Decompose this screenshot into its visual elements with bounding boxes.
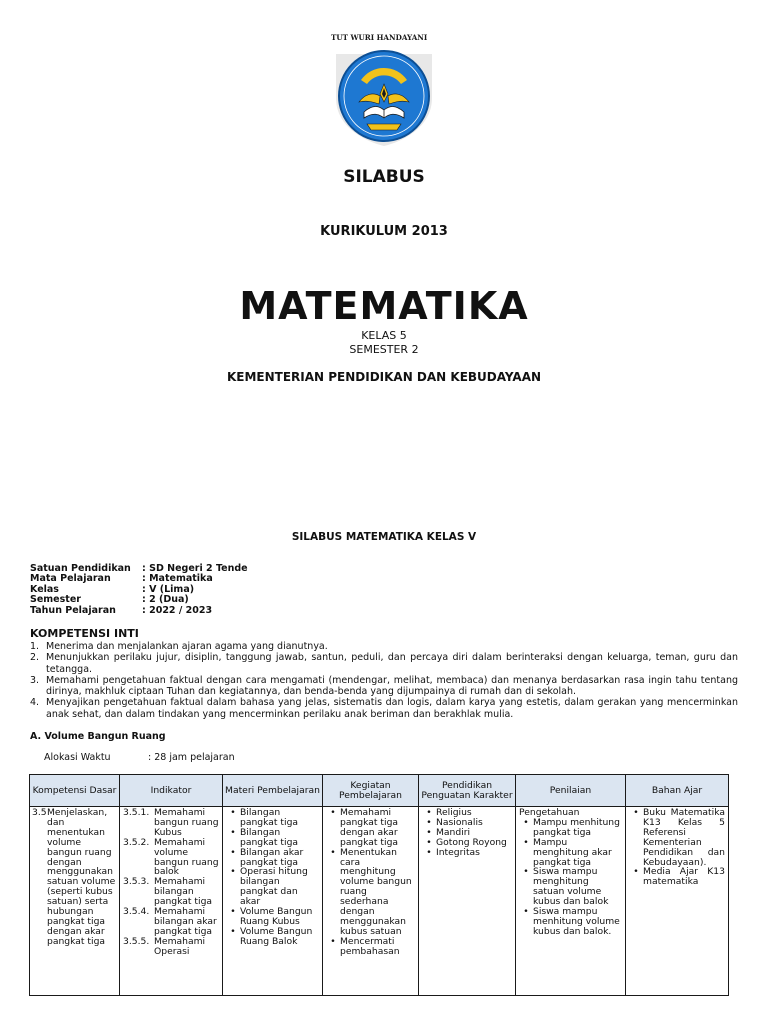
column-header: Bahan Ajar [626,775,729,807]
cover-ministry: KEMENTERIAN PENDIDIKAN DAN KEBUDAYAAN [226,370,542,384]
time-allocation-value: : 28 jam pelajaran [148,752,235,763]
bullet-icon: • [426,816,432,828]
list-item [226,808,319,828]
list-item [123,937,219,957]
bullet-icon: • [230,807,236,818]
time-allocation-label: Alokasi Waktu [44,752,111,763]
indicator-number: 3.5.2. [123,836,150,848]
cell-penilaian [516,807,626,996]
document-subtitle: SILABUS MATEMATIKA KELAS V [291,531,477,543]
ki-text: Menerima dan menjalankan ajaran agama yang dianutnya. [46,641,328,652]
ki-heading: KOMPETENSI INTI [30,627,139,640]
column-header: Kompetensi Dasar [30,775,120,807]
cell-kegiatan [323,807,419,996]
list-item [519,838,622,868]
list-item [326,848,415,937]
logo-motto: TUT WURI HANDAYANI [331,33,428,42]
table-row [30,807,729,996]
ki-number: 3. [30,674,40,686]
bullet-icon: • [426,807,432,818]
info-value: : V (Lima) [142,583,195,595]
info-value: : 2022 / 2023 [142,604,213,616]
bullet-icon: • [230,846,236,858]
kegiatan-text: Menentukan cara menghitung volume bangun ruang sederhana dengan menggunakan kubus satuan [340,846,412,937]
column-header: Indikator [120,775,223,807]
ki-list [30,641,738,720]
cell-bahan-ajar [626,807,729,996]
karakter-text: Integritas [436,846,480,858]
list-item [226,907,319,927]
indicator-text: Memahami volume bangun ruang balok [154,836,219,878]
list-item [123,838,219,878]
penilaian-title: Pengetahuan [519,807,580,818]
cover-title: SILABUS [343,167,425,187]
ki-number: 4. [30,697,40,709]
list-item [326,937,415,957]
list-item [30,697,738,720]
list-item [519,907,622,937]
penilaian-text: Siswa mampu menghitung satuan volume kubus dan balok [533,866,609,908]
info-row [30,574,248,584]
kd-text: Menjelaskan, dan menentukan volume bangun ruang dengan menggunakan satuan volume (seperti kubus satuan) serta hubungan pangkat tiga dengan akar pangkat tiga [47,807,116,947]
info-label: Satuan Pendidikan [30,563,131,574]
bullet-icon: • [426,826,432,838]
cover-curriculum: KURIKULUM 2013 [320,224,448,239]
bullet-icon: • [330,846,336,858]
list-item [30,652,738,675]
identity-info [30,564,248,616]
bullet-icon: • [426,836,432,848]
info-row [30,606,248,616]
kd-number: 3.5 [32,807,47,818]
penilaian-text: Siswa mampu menhitung volume kubus dan balok. [533,906,620,937]
ki-text: Menunjukkan perilaku jujur, disiplin, tanggung jawab, santun, peduli, dan percaya diri dalam berinteraksi dengan keluarga, teman, guru dan tetangga. [46,652,738,675]
list-item [519,867,622,907]
list-item [226,927,319,947]
list-item [30,675,738,698]
list-item [226,828,319,848]
ki-number: 1. [30,641,40,652]
indicator-number: 3.5.5. [123,935,150,947]
materi-text: Operasi hitung bilangan pangkat dan akar [240,866,308,908]
bullet-icon: • [523,816,529,828]
penilaian-text: Mampu menhitung pangkat tiga [533,816,620,838]
materi-text: Volume Bangun Ruang Kubus [240,906,313,927]
indicator-number: 3.5.3. [123,876,150,888]
column-header: Pendidikan Penguatan Karakter [419,775,516,807]
section-heading: A. Volume Bangun Ruang [30,731,166,742]
bullet-icon: • [230,925,236,937]
list-item [629,808,725,867]
list-item [123,877,219,907]
bullet-icon: • [633,866,639,878]
bullet-icon: • [330,807,336,818]
info-value: : SD Negeri 2 Tende [142,563,248,574]
column-header: Materi Pembelajaran [223,775,323,807]
column-header: Kegiatan Pembelajaran [323,775,419,807]
syllabus-table [29,774,729,996]
materi-text: Bilangan pangkat tiga [240,807,299,828]
list-item [629,867,725,887]
indicator-text: Memahami bangun ruang Kubus [154,807,219,838]
column-header: Penilaian [516,775,626,807]
time-allocation [44,752,235,763]
indicator-text: Memahami bilangan pangkat tiga [154,876,213,908]
bahan-text: Buku Matematika K13 Kelas 5 Referensi Kementerian Pendidikan dan Kebudayaan). [643,807,725,868]
karakter-text: Nasionalis [436,816,483,828]
kegiatan-text: Mencermati pembahasan [340,935,400,957]
karakter-text: Religius [436,807,472,818]
indicator-number: 3.5.4. [123,906,150,918]
cell-indikator [120,807,223,996]
ki-number: 2. [30,652,40,664]
bullet-icon: • [230,826,236,838]
info-label: Kelas [30,583,59,595]
cover-subject: MATEMATIKA [239,284,529,328]
info-value: : 2 (Dua) [142,594,189,606]
indicator-number: 3.5.1. [123,807,150,818]
info-value: : Matematika [142,573,213,585]
karakter-text: Gotong Royong [436,836,507,848]
info-label: Mata Pelajaran [30,573,111,585]
indicator-text: Memahami Operasi [154,935,206,957]
kegiatan-text: Memahami pangkat tiga dengan akar pangkat tiga [340,807,399,848]
tut-wuri-handayani-logo [331,33,437,146]
list-item [123,907,219,937]
info-label: Tahun Pelajaran [30,604,116,616]
list-item [519,818,622,838]
list-item [226,848,319,868]
ki-text: Memahami pengetahuan faktual dengan cara mengamati (mendengar, melihat, membaca) dan menanya berdasarkan rasa ingin tahu tentang dirinya, makhluk ciptaan Tuhan dan kegiatannya, dan benda-benda yang dijumpainya di rumah dan di sekolah. [46,674,738,698]
bullet-icon: • [330,935,336,947]
materi-text: Volume Bangun Ruang Balok [240,925,313,947]
penilaian-text: Mampu menghitung akar pangkat tiga [533,836,612,868]
indicator-text: Memahami bilangan akar pangkat tiga [154,906,217,937]
bahan-text: Media Ajar K13 matematika [643,866,725,888]
info-label: Semester [30,594,81,606]
cover-kelas: KELAS 5 [361,329,407,342]
bullet-icon: • [230,906,236,918]
ki-text: Menyajikan pengetahuan faktual dalam bahasa yang jelas, sistematis dan logis, dalam karya yang estetis, dalam gerakan yang mencerminkan anak sehat, dan dalam tindakan yang mencerminkan perilaku anak beriman dan berakhlak mulia. [46,697,738,720]
bullet-icon: • [523,836,529,848]
list-item [422,848,512,858]
list-item [326,808,415,848]
cell-materi [223,807,323,996]
cover-semester: SEMESTER 2 [349,343,419,356]
list-item [123,808,219,838]
cell-kompetensi-dasar [30,807,120,996]
karakter-text: Mandiri [436,826,471,838]
list-item [226,867,319,907]
bullet-icon: • [230,866,236,878]
materi-text: Bilangan pangkat tiga [240,826,299,848]
bullet-icon: • [426,846,432,858]
cell-karakter [419,807,516,996]
table-header-row [30,775,729,807]
materi-text: Bilangan akar pangkat tiga [240,846,304,868]
bullet-icon: • [633,807,639,818]
bullet-icon: • [523,866,529,878]
list-item [30,641,738,652]
bullet-icon: • [523,906,529,918]
